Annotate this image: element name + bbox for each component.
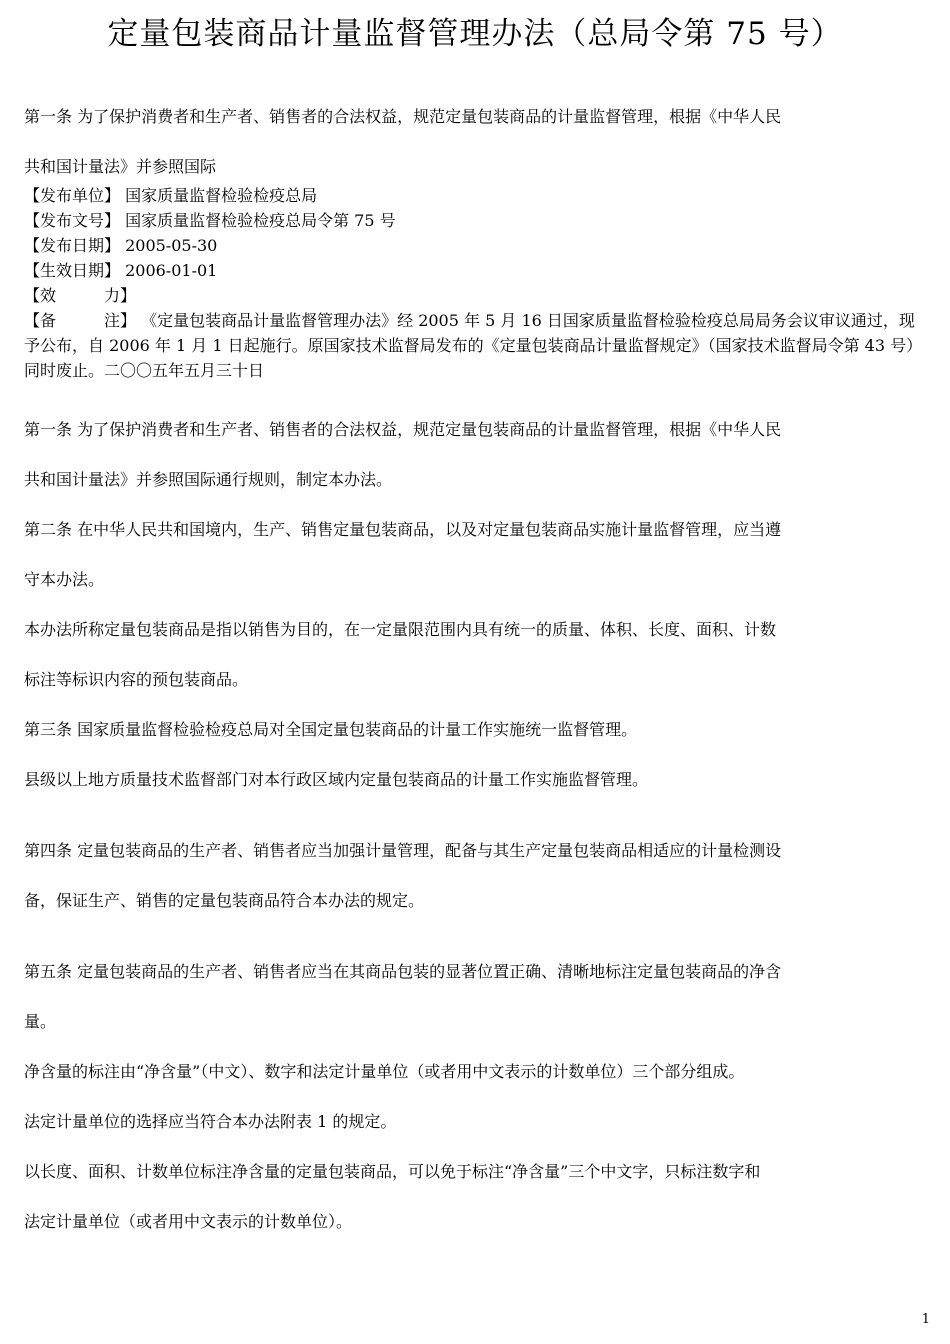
article-2-definition-line-2: 标注等标识内容的预包装商品。 [24,670,249,689]
article-5 [24,947,930,1047]
article-2-definition [24,605,930,705]
meta-effective-date: 【生效日期】 2006-01-01 [24,261,218,280]
page-number: 1 [921,1312,930,1327]
article-2-definition-line-1: 本办法所称定量包装商品是指以销售为目的，在一定量限范围内具有统一的质量、体积、长度、面积、计数 [24,620,777,639]
intro-line-2: 共和国计量法》并参照国际 [24,157,217,176]
article-1 [24,405,930,505]
meta-note-label: 【备 注】 [24,311,137,330]
article-5-exemption [24,1147,930,1247]
article-2 [24,505,930,605]
meta-issue-date: 【发布日期】 2005-05-30 [24,236,218,255]
article-4-line-2: 备，保证生产、销售的定量包装商品符合本办法的规定。 [24,891,425,910]
metadata-block [24,183,930,383]
meta-doc-number: 【发布文号】 国家质量监督检验检疫总局令第 75 号 [24,211,396,230]
article-1-line-1: 第一条 为了保护消费者和生产者、销售者的合法权益，规范定量包装商品的计量监督管理，根据《中华人民 [24,420,782,439]
article-3-line-2: 县级以上地方质量技术监督部门对本行政区域内定量包装商品的计量工作实施监督管理。 [24,770,649,789]
article-5-line-1: 第五条 定量包装商品的生产者、销售者应当在其商品包装的显著位置正确、清晰地标注定量包装商品的净含 [24,962,782,981]
article-5-line-2: 量。 [24,1012,57,1031]
article-4 [24,826,930,926]
article-5-exemption-line-2: 法定计量单位（或者用中文表示的计数单位）。 [24,1212,353,1231]
article-5-net-content: 净含量的标注由“净含量”（中文）、数字和法定计量单位（或者用中文表示的计数单位）三个部分组成。 [24,1062,745,1081]
article-1-line-2: 共和国计量法》并参照国际通行规则，制定本办法。 [24,470,393,489]
article-5-units: 法定计量单位的选择应当符合本办法附表 1 的规定。 [24,1112,397,1131]
article-2-line-2: 守本办法。 [24,570,105,589]
meta-note [24,308,930,383]
article-3 [24,705,930,805]
meta-note-text: 《定量包装商品计量监督管理办法》经 2005 年 5 月 16 日国家质量监督检验检疫总局局务会议审议通过，现予公布，自 2006 年 1 月 1 日起施行。原国家技术监督局发布的《定量包装商品计量监督规定》（国家技术监督局令第 43 号）同时废止。二〇〇五年五月三十日 [24,311,923,380]
meta-issuer: 【发布单位】 国家质量监督检验检疫总局 [24,186,318,205]
article-4-line-1: 第四条 定量包装商品的生产者、销售者应当加强计量管理，配备与其生产定量包装商品相适应的计量检测设 [24,841,782,860]
article-3-line-1: 第三条 国家质量监督检验检疫总局对全国定量包装商品的计量工作实施统一监督管理。 [24,720,638,739]
intro-line-1: 第一条 为了保护消费者和生产者、销售者的合法权益，规范定量包装商品的计量监督管理，根据《中华人民 [24,107,782,126]
meta-validity: 【效 力】 [24,286,137,305]
article-2-line-1: 第二条 在中华人民共和国境内，生产、销售定量包装商品，以及对定量包装商品实施计量监督管理，应当遵 [24,520,782,539]
intro-paragraph [24,92,930,192]
article-5-exemption-line-1: 以长度、面积、计数单位标注净含量的定量包装商品，可以免于标注“净含量”三个中文字，只标注数字和 [24,1162,761,1181]
document-title: 定量包装商品计量监督管理办法（总局令第 75 号） [107,16,843,52]
